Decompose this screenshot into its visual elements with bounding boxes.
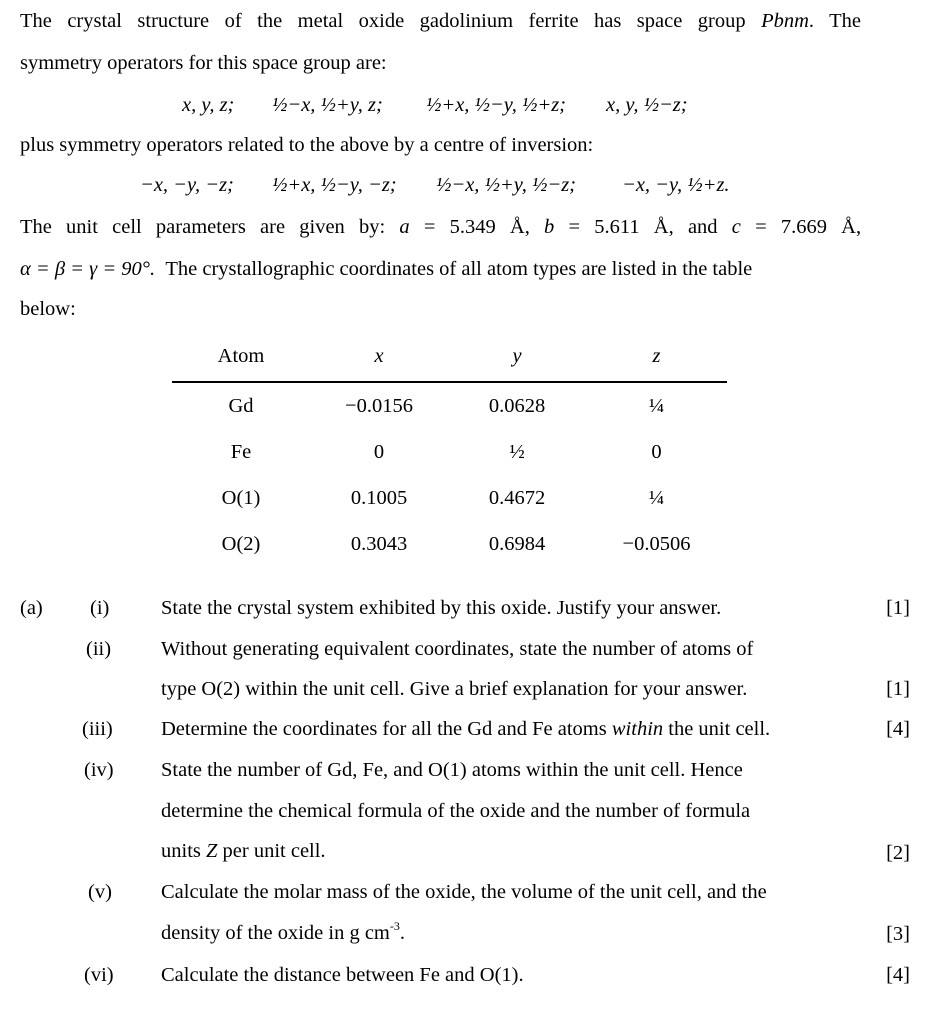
intro-line-5-text: The crystallographic coordinates of all atom types are listed in the table	[165, 258, 753, 280]
table-cell: 0.1005	[350, 487, 408, 509]
superscript: -3	[389, 919, 400, 933]
question-number: (vi)	[84, 964, 114, 986]
question-text: type O(2) within the unit cell. Give a brief explanation for your answer.	[161, 678, 748, 700]
emphasis-within: within	[611, 718, 664, 740]
space-group: Pbnm	[761, 10, 809, 32]
inversion-op-2: ½+x, ½−y, −z;	[272, 174, 397, 196]
question-text	[161, 840, 326, 863]
mark-allocation: [1]	[886, 597, 910, 619]
question-text: State the number of Gd, Fe, and O(1) atoms within the unit cell. Hence	[161, 759, 743, 781]
question-text-part: per unit cell.	[222, 840, 326, 862]
table-cell: ¼	[648, 395, 665, 417]
table-header-x: x	[374, 345, 384, 367]
intro-line-6: below:	[20, 298, 76, 320]
intro-text-end: . The	[808, 10, 862, 32]
symbol-z: Z	[206, 840, 218, 862]
symmetry-op-1: x, y, z;	[182, 94, 235, 116]
question-number: (ii)	[86, 638, 112, 660]
table-cell: 0.6984	[488, 533, 546, 555]
part-label: (a)	[20, 597, 43, 619]
table-header-rule	[172, 381, 727, 383]
table-cell: −0.0506	[622, 533, 691, 555]
param-b-symbol: b	[544, 216, 555, 238]
symmetry-op-4: x, y, ½−z;	[606, 94, 688, 116]
param-a-symbol: a	[399, 216, 410, 238]
param-c-value: = 7.669 Å,	[755, 216, 862, 238]
inversion-op-4: −x, −y, ½+z.	[622, 174, 730, 196]
mark-allocation: [4]	[886, 964, 910, 986]
param-c-symbol: c	[731, 216, 741, 238]
symmetry-op-2: ½−x, ½+y, z;	[272, 94, 383, 116]
symmetry-op-3: ½+x, ½−y, ½+z;	[426, 94, 566, 116]
table-cell: −0.0156	[345, 395, 413, 417]
table-cell: 0.0628	[488, 395, 546, 417]
cell-angles: α = β = γ = 90°.	[20, 258, 156, 280]
table-header-z: z	[652, 345, 661, 367]
intro-line-3: plus symmetry operators related to the above by a centre of inversion:	[20, 134, 594, 156]
table-cell: Fe	[230, 441, 252, 463]
question-text: determine the chemical formula of the oxide and the number of formula	[161, 800, 751, 822]
intro-line-1	[20, 10, 861, 33]
question-text-part: .	[399, 922, 405, 944]
question-text: Calculate the molar mass of the oxide, the volume of the unit cell, and the	[161, 881, 767, 903]
question-number: (v)	[88, 881, 112, 903]
mark-allocation: [4]	[886, 718, 910, 740]
question-text-part: Determine the coordinates for all the Gd and Fe atoms	[161, 718, 607, 740]
question-number: (iii)	[82, 718, 113, 740]
mark-allocation: [1]	[886, 678, 910, 700]
intro-text: The crystal structure of the metal oxide gadolinium ferrite has space group	[20, 10, 746, 32]
intro-line-4	[20, 216, 861, 239]
question-text-part: the unit cell.	[668, 718, 771, 740]
intro-line-5	[20, 258, 752, 281]
table-cell: 0.4672	[488, 487, 546, 509]
mark-allocation: [2]	[886, 842, 910, 864]
question-text	[161, 718, 770, 741]
table-header-y: y	[512, 345, 522, 367]
inversion-op-1: −x, −y, −z;	[140, 174, 234, 196]
question-number: (i)	[90, 597, 110, 619]
table-cell: O(2)	[221, 533, 261, 555]
intro-line-2: symmetry operators for this space group are:	[20, 52, 387, 74]
cell-params-label: The unit cell parameters are given by:	[20, 216, 386, 238]
table-cell: 0.3043	[350, 533, 408, 555]
question-text: Without generating equivalent coordinates, state the number of atoms of	[161, 638, 754, 660]
table-cell: ¼	[648, 487, 665, 509]
and-word: and	[687, 216, 718, 238]
table-cell: 0	[373, 441, 385, 463]
question-text-part: density of the oxide in g cm	[161, 922, 390, 944]
question-text-part: units	[161, 840, 201, 862]
table-cell: 0	[651, 441, 662, 463]
table-header-atom: Atom	[217, 345, 265, 367]
question-text: State the crystal system exhibited by this oxide. Justify your answer.	[161, 597, 722, 619]
table-cell: ½	[509, 441, 525, 463]
table-cell: Gd	[228, 395, 254, 417]
table-cell: O(1)	[221, 487, 261, 509]
question-text: Calculate the distance between Fe and O(1).	[161, 964, 524, 986]
question-number: (iv)	[84, 759, 114, 781]
param-b-value: = 5.611 Å,	[568, 216, 674, 238]
param-a-value: = 5.349 Å,	[423, 216, 530, 238]
mark-allocation: [3]	[886, 923, 910, 945]
inversion-op-3: ½−x, ½+y, ½−z;	[436, 174, 576, 196]
question-text	[161, 919, 405, 945]
